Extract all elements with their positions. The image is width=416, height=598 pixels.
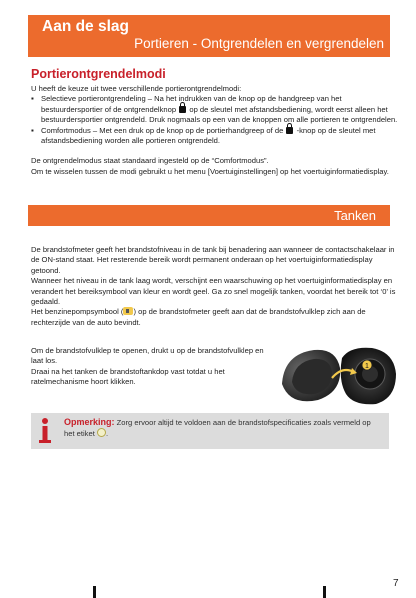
note-box: [31, 413, 389, 449]
default-mode-text: De ontgrendelmodus staat standaard ingesteld op de “Comfortmodus”.: [31, 156, 269, 166]
chapter-header: [28, 15, 390, 57]
bullet-text-pre: Selectieve portierontgrendeling – Na het indrukken van de knop op de handgreep van het bestuurdersportier of de ontgrendelknop: [41, 94, 342, 114]
list-item: [31, 94, 401, 125]
subheading: Portierontgrendelmodi: [31, 67, 166, 81]
note-body: Zorg ervoor altijd te voldoen aan de brandstofspecificaties zoals vermeld op het etiket: [64, 418, 371, 438]
fuel-p3-pre: Het benzinepompsymbool (: [31, 307, 124, 317]
section-bar-tanken: [28, 205, 390, 226]
bullet-text-post: -knop op de sleutel met afstandsbediening worden alle portieren ontgrendeld.: [41, 125, 376, 146]
bullet-text-pre: Comfortmodus – Met een druk op de knop op de portierhandgreep of de: [41, 125, 284, 135]
fuel-p3-post: ) op de brandstofmeter geeft aan dat de brandstofvulklep zich aan de rechterzijde van de auto bevindt.: [31, 307, 366, 327]
flap-open-text: Om de brandstofvulklep te openen, drukt u op de brandstofvulklep en laat los.: [31, 346, 264, 366]
section-title-tanken: Tanken: [334, 208, 376, 223]
section-title: Portieren - Ontgrendelen en vergrendelen: [134, 36, 384, 51]
cap-close-text: Draai na het tanken de brandstoftankdop vast totdat u het ratelmechanisme hoort klikken.: [31, 366, 225, 387]
fuel-flap-photo: [280, 344, 400, 406]
note-text: Opmerking: Zorg ervoor altijd te voldoen aan de brandstofspecificaties zoals vermeld op het etiket .: [64, 417, 371, 438]
switch-mode-text: Om te wisselen tussen de modi gebruikt u het menu [Voertuiginstellingen] op het voertuiginformatiedisplay.: [31, 166, 389, 176]
door-unlock-section: [31, 84, 401, 177]
chapter-title: Aan de slag: [42, 18, 129, 35]
fuel-paragraph-3: [31, 307, 399, 328]
fuel-flap-instructions: [31, 346, 267, 388]
note-title: Opmerking:: [64, 417, 115, 427]
mode-list: [31, 94, 401, 146]
label-icon: [97, 428, 106, 437]
fuel-paragraph-1: De brandstofmeter geeft het brandstofniveau in de tank bij benadering aan wanneer de contactschakelaar in de ON-stand staat. Het resterende bereik wordt permanent onderaan op het voertuiginformatiedisplay getoond.: [31, 245, 395, 275]
fuel-section: [31, 245, 399, 328]
info-note-icon: [37, 417, 53, 445]
trim-mark: [323, 586, 326, 598]
list-item: [31, 126, 401, 147]
unlock-icon: [286, 127, 293, 134]
intro-text: U heeft de keuze uit twee verschillende portierontgrendelmodi:: [31, 84, 242, 93]
fuel-flap-illustration: [280, 344, 400, 406]
bullet-text-post: op de sleutel met afstandsbediening, wordt eerst alleen het bestuurdersportier ontgrendeld. Druk nogmaals op een van de knoppen om alle portieren te ontgrendelen.: [41, 104, 398, 125]
photo-callout: 1: [365, 363, 369, 370]
trim-mark: [93, 586, 96, 598]
fuel-paragraph-2: Wanneer het niveau in de tank laag wordt, verschijnt een waarschuwing op het voertuiginformatiedisplay en verandert het bereiksymbool van kleur en wordt geel. Ga zo snel mogelijk tanken, voordat het bereik tot ‘0’ is gedaald.: [31, 276, 396, 307]
unlock-icon: [179, 106, 186, 113]
page-number: 7: [393, 578, 399, 589]
fuel-pump-icon: [123, 307, 133, 315]
